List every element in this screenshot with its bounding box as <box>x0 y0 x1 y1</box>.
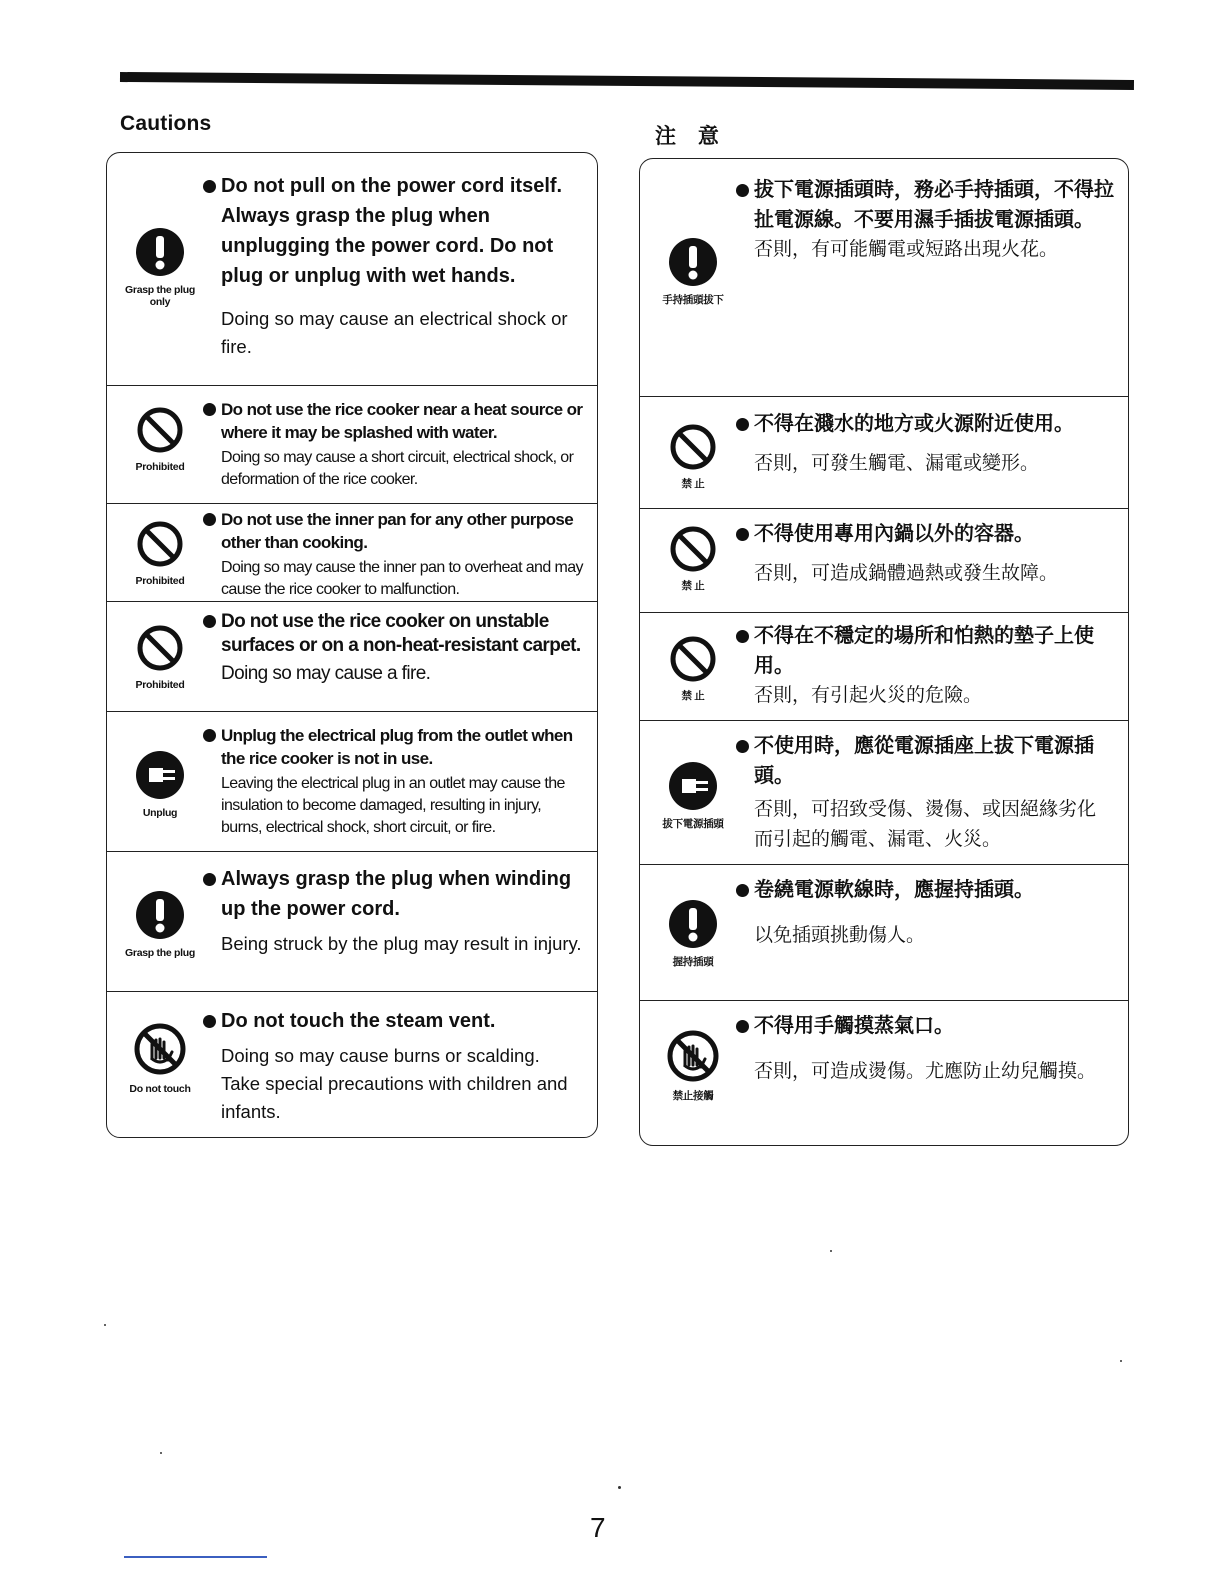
icon-caption: 手持插頭拔下 <box>662 294 724 306</box>
caution-detail: 否則，可發生觸電、漏電或變形。 <box>754 453 1040 474</box>
caution-headline: Unplug the electrical plug from the outlet when the rice cooker is not in use. <box>203 724 583 770</box>
caution-item <box>640 509 1128 613</box>
caution-item <box>107 852 597 992</box>
caution-detail: 否則，可造成燙傷。尤應防止幼兒觸摸。 <box>754 1061 1097 1082</box>
caution-item <box>640 397 1128 509</box>
caution-item <box>640 159 1128 397</box>
unplug-icon <box>115 750 205 819</box>
section-title-zh: 注 意 <box>655 125 727 148</box>
caution-headline: 不得在不穩定的場所和怕熱的墊子上使用。 <box>736 621 1114 681</box>
caution-item <box>640 721 1128 865</box>
scan-speck <box>618 1486 621 1489</box>
page-number: 7 <box>590 1512 606 1543</box>
caution-item <box>640 613 1128 721</box>
caution-headline: 卷繞電源軟線時，應握持插頭。 <box>736 875 1114 905</box>
caution-headline: 不使用時，應從電源插座上拔下電源插頭。 <box>736 731 1114 791</box>
caution-headline: Always grasp the plug when winding up the power cord. <box>203 864 583 924</box>
caution-item <box>640 1001 1128 1146</box>
footer-line <box>124 1556 267 1558</box>
caution-detail: Doing so may cause a short circuit, electrical shock, or deformation of the rice cooker. <box>221 449 574 488</box>
icon-caption: 禁 止 <box>681 478 705 490</box>
exclamation-icon <box>648 237 738 306</box>
caution-item <box>640 865 1128 1001</box>
prohibited-icon <box>115 624 205 691</box>
exclamation-icon <box>115 227 205 308</box>
icon-caption: Grasp the plug only <box>125 284 195 308</box>
caution-detail: 否則，可造成鍋體過熱或發生故障。 <box>754 563 1059 584</box>
icon-caption: 拔下電源插頭 <box>662 818 724 830</box>
caution-item <box>107 153 597 386</box>
caution-detail: Doing so may cause an electrical shock or fire. <box>221 308 568 357</box>
icon-caption: 禁 止 <box>681 580 705 592</box>
prohibited-icon <box>115 520 205 587</box>
caution-headline: Do not use the rice cooker on unstable surfaces or on a non-heat-resistant carpet. <box>203 610 583 658</box>
caution-detail: Leaving the electrical plug in an outlet may cause the insulation to become damaged, resulting in injury, burns, electrical shock, short circuit, or fire. <box>221 775 565 836</box>
icon-caption: Unplug <box>142 807 178 819</box>
prohibited-icon <box>115 406 205 473</box>
caution-detail: 以免插頭挑動傷人。 <box>754 925 926 946</box>
top-rule <box>120 72 1134 90</box>
caution-detail: 否則，有可能觸電或短路出現火花。 <box>754 239 1059 260</box>
icon-caption: Do not touch <box>129 1083 191 1095</box>
icon-caption: Prohibited <box>135 575 185 587</box>
caution-headline: 不得用手觸摸蒸氣口。 <box>736 1011 1114 1041</box>
caution-detail: 否則，可招致受傷、燙傷、或因絕緣劣化而引起的觸電、漏電、火災。 <box>754 799 1097 850</box>
caution-item <box>107 504 597 602</box>
exclamation-icon <box>115 890 205 959</box>
do-not-touch-icon <box>115 1022 205 1095</box>
scan-speck <box>160 1452 162 1454</box>
icon-caption: Prohibited <box>135 461 185 473</box>
scan-speck <box>104 1324 106 1326</box>
icon-caption: 握持插頭 <box>672 956 714 968</box>
caution-headline: 不得使用專用內鍋以外的容器。 <box>736 519 1114 549</box>
cautions-panel-zh <box>639 158 1129 1146</box>
prohibited-icon <box>648 423 738 490</box>
caution-item <box>107 712 597 852</box>
do-not-touch-icon <box>648 1029 738 1102</box>
caution-detail: 否則，有引起火災的危險。 <box>754 685 983 706</box>
prohibited-icon <box>648 635 738 702</box>
icon-caption: Prohibited <box>135 679 185 691</box>
caution-detail: Doing so may cause burns or scalding. Take special precautions with children and infants. <box>221 1045 568 1122</box>
caution-item <box>107 602 597 712</box>
caution-headline: Do not use the rice cooker near a heat source or where it may be splashed with water. <box>203 398 583 444</box>
caution-headline: Do not touch the steam vent. <box>203 1006 583 1036</box>
section-title-en: Cautions <box>120 112 212 135</box>
prohibited-icon <box>648 525 738 592</box>
caution-detail: Doing so may cause a fire. <box>221 663 431 684</box>
caution-headline: 不得在濺水的地方或火源附近使用。 <box>736 409 1114 439</box>
caution-headline: Do not pull on the power cord itself. Always grasp the plug when unplugging the power cord. Do not plug or unplug with wet hands. <box>203 171 583 291</box>
caution-item <box>107 386 597 504</box>
caution-headline: Do not use the inner pan for any other purpose other than cooking. <box>203 508 583 554</box>
icon-caption: Grasp the plug <box>125 947 195 959</box>
caution-detail: Being struck by the plug may result in injury. <box>221 933 582 954</box>
cautions-panel-en <box>106 152 598 1138</box>
scan-speck <box>1120 1360 1122 1362</box>
exclamation-icon <box>648 899 738 968</box>
caution-item <box>107 992 597 1138</box>
caution-detail: Doing so may cause the inner pan to overheat and may cause the rice cooker to malfunction. <box>221 559 583 598</box>
icon-caption: 禁止接觸 <box>672 1090 714 1102</box>
scan-speck <box>830 1250 832 1252</box>
unplug-icon <box>648 761 738 830</box>
icon-caption: 禁 止 <box>681 690 705 702</box>
caution-headline: 拔下電源插頭時，務必手持插頭，不得拉扯電源線。不要用濕手插拔電源插頭。 <box>736 175 1114 235</box>
